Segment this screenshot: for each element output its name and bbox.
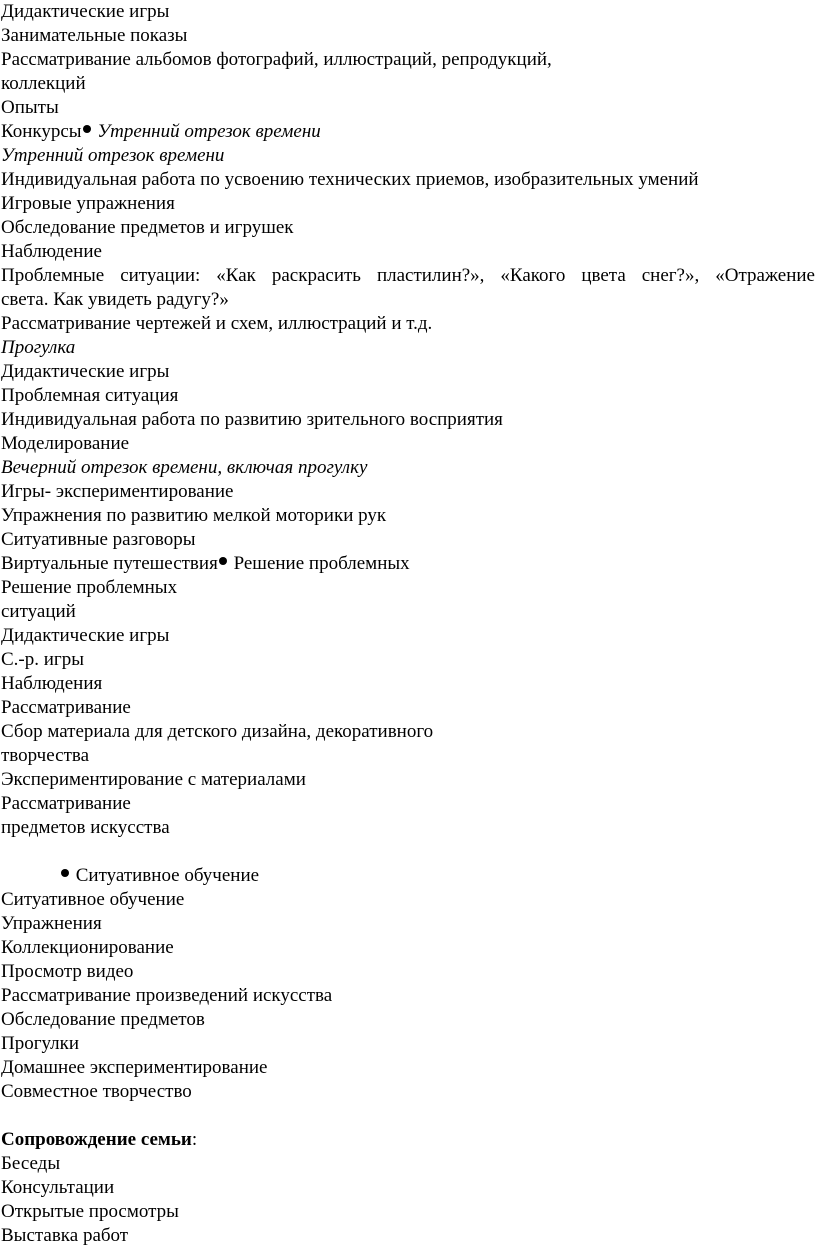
- text-line: Игровые упражнения: [1, 193, 175, 214]
- text-line-with-bullet: [1, 120, 816, 144]
- section-heading: Вечерний отрезок времени, включая прогулку: [1, 457, 368, 478]
- text-fragment: :: [191, 1129, 198, 1150]
- text-line: Консультации: [1, 1177, 115, 1198]
- text-line: Сбор материала для детского дизайна, декоративного: [1, 721, 434, 742]
- text-line: Дидактические игры: [1, 625, 170, 646]
- text-line: Ситуативные разговоры: [1, 529, 196, 550]
- text-line: С.-р. игры: [1, 649, 84, 670]
- text-line: Открытые просмотры: [1, 1201, 179, 1222]
- text-line: Дидактические игры: [1, 1, 170, 22]
- text-line: Наблюдение: [1, 241, 102, 262]
- text-line: Рассматривание: [1, 793, 131, 814]
- text-line: Индивидуальная работа по развитию зрительного восприятия: [1, 409, 503, 430]
- text-line: ситуаций: [1, 601, 76, 622]
- text-line: Упражнения по развитию мелкой моторики рук: [1, 505, 387, 526]
- text-line: Рассматривание: [1, 697, 131, 718]
- bullet-icon: [83, 125, 91, 133]
- text-line: Упражнения: [1, 913, 102, 934]
- bold-heading: Сопровождение семьи: [1, 1129, 192, 1150]
- text-line: Ситуативное обучение: [1, 889, 185, 910]
- text-line: Рассматривание чертежей и схем, иллюстраций и т.д.: [1, 313, 433, 334]
- text-line: Беседы: [1, 1153, 61, 1174]
- text-line: Проблемные ситуации: «Как раскрасить пластилин?», «Какого цвета снег?», «Отражение: [1, 265, 815, 286]
- text-fragment: Решение проблемных: [228, 553, 410, 574]
- text-line: Опыты: [1, 97, 59, 118]
- text-line: Проблемная ситуация: [1, 385, 179, 406]
- text-line: Выставка работ: [1, 1225, 129, 1246]
- text-line: Домашнее экспериментирование: [1, 1057, 268, 1078]
- text-line: Моделирование: [1, 433, 130, 454]
- text-fragment: Виртуальные путешествия: [1, 553, 218, 574]
- text-fragment: Ситуативное обучение: [71, 865, 260, 886]
- text-line: Прогулки: [1, 1033, 80, 1054]
- section-heading: Прогулка: [1, 337, 76, 358]
- blank-line: [1, 840, 816, 864]
- text-line: Рассматривание альбомов фотографий, иллюстраций, репродукций,: [1, 49, 552, 70]
- text-line: Решение проблемных: [1, 577, 178, 598]
- text-line: Занимательные показы: [1, 25, 188, 46]
- text-line: предметов искусства: [1, 817, 170, 838]
- bullet-list-item: [1, 864, 816, 888]
- text-line: Игры- экспериментирование: [1, 481, 234, 502]
- text-line: творчества: [1, 745, 90, 766]
- section-heading: Утренний отрезок времени: [97, 121, 321, 142]
- bullet-icon: [61, 869, 69, 877]
- text-fragment: Конкурсы: [1, 121, 82, 142]
- blank-line: [1, 1104, 816, 1128]
- text-line: Просмотр видео: [1, 961, 134, 982]
- text-line: Наблюдения: [1, 673, 103, 694]
- text-line: Экспериментирование с материалами: [1, 769, 306, 790]
- section-heading: Утренний отрезок времени: [1, 145, 225, 166]
- bullet-icon: [219, 557, 227, 565]
- text-line: Обследование предметов и игрушек: [1, 217, 294, 238]
- text-line: света. Как увидеть радугу?»: [1, 289, 229, 310]
- text-line: Обследование предметов: [1, 1009, 205, 1030]
- text-line: Коллекционирование: [1, 937, 174, 958]
- text-line: коллекций: [1, 73, 86, 94]
- family-support-heading: [1, 1128, 816, 1152]
- document-body: [1, 0, 816, 1248]
- text-line: Рассматривание произведений искусства: [1, 985, 333, 1006]
- text-line: Индивидуальная работа по усвоению технических приемов, изобразительных умений: [1, 169, 699, 190]
- text-line: Дидактические игры: [1, 361, 170, 382]
- text-line: Совместное творчество: [1, 1081, 192, 1102]
- text-line-with-bullet: [1, 552, 816, 576]
